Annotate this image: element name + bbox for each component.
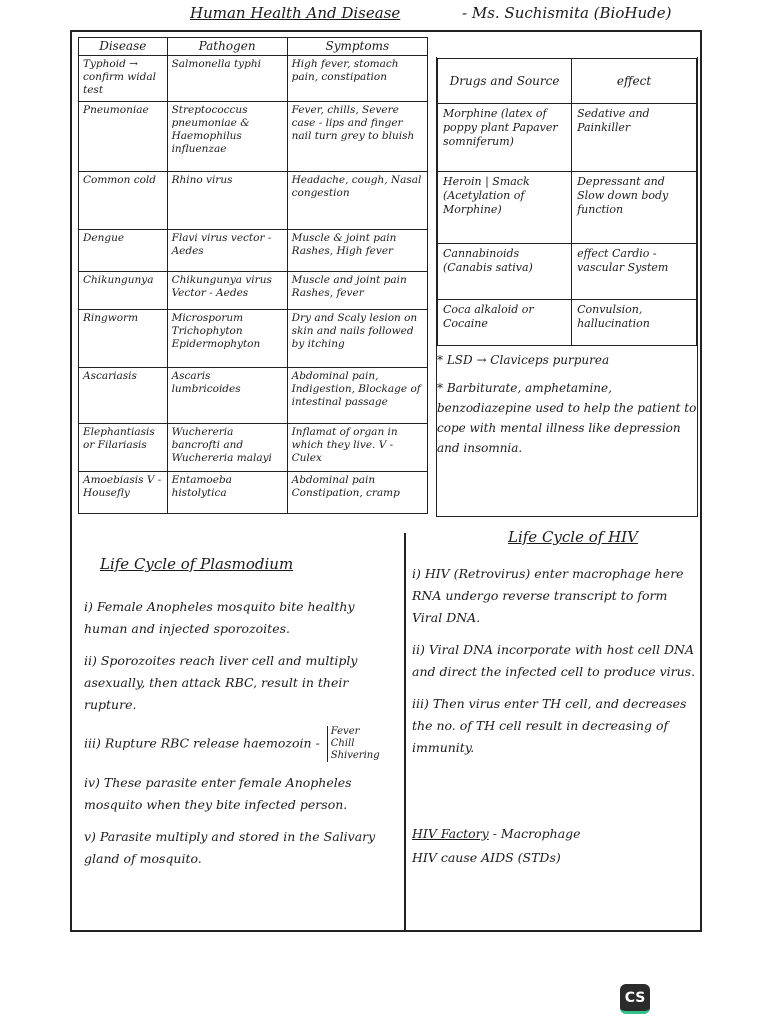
drug-cell: Morphine (latex of poppy plant Papaver somniferum) bbox=[438, 104, 572, 172]
symptoms-cell: Abdominal pain, Indigestion, Blockage of intestinal passage bbox=[287, 368, 427, 424]
disease-cell: Pneumoniae bbox=[79, 102, 168, 172]
effect-chill: Chill bbox=[330, 738, 355, 749]
disease-table bbox=[78, 37, 428, 514]
hiv-factory-label: HIV Factory bbox=[412, 826, 489, 841]
list-item: iv) These parasite enter female Anopheles mosquito when they bite infected person. bbox=[84, 775, 352, 812]
list-item: ii) Viral DNA incorporate with host cell DNA and direct the infected cell to produce virus. bbox=[412, 642, 696, 679]
pathogen-cell: Microsporum Trichophyton Epidermophyton bbox=[167, 310, 287, 368]
list-item: ii) Sporozoites reach liver cell and multiply asexually, then attack RBC, result in their rupture. bbox=[84, 653, 358, 712]
table-row bbox=[79, 56, 428, 102]
list-item: i) Female Anopheles mosquito bite healthy human and injected sporozoites. bbox=[84, 599, 355, 636]
drug-cell: Heroin | Smack (Acetylation of Morphine) bbox=[438, 172, 572, 244]
symptoms-cell: Abdominal pain Constipation, cramp bbox=[287, 472, 427, 514]
barbiturate-note: * Barbiturate, amphetamine, benzodiazepine used to help the patient to cope with mental illness like depression and insomnia. bbox=[437, 381, 697, 455]
drug-notes bbox=[437, 350, 699, 466]
effect-cell: Sedative and Painkiller bbox=[572, 104, 697, 172]
symptoms-cell: Inflamat of organ in which they live. V - Culex bbox=[287, 424, 427, 472]
hiv-steps bbox=[412, 563, 698, 769]
column-header-drugs: Drugs and Source bbox=[438, 59, 572, 104]
effect-cell: Depressant and Slow down body function bbox=[572, 172, 697, 244]
disease-cell: Elephantiasis or Filariasis bbox=[79, 424, 168, 472]
list-item: iii) Then virus enter TH cell, and decreases the no. of TH cell result in decreasing of immunity. bbox=[412, 696, 687, 755]
disease-cell: Chikungunya bbox=[79, 272, 168, 310]
table-row bbox=[79, 310, 428, 368]
table-row bbox=[79, 172, 428, 230]
drug-cell: Cannabinoids (Canabis sativa) bbox=[438, 244, 572, 300]
disease-cell: Ringworm bbox=[79, 310, 168, 368]
pathogen-cell: Streptococcus pneumoniae & Haemophilus influenzae bbox=[167, 102, 287, 172]
table-row bbox=[79, 272, 428, 310]
hiv-footnotes bbox=[412, 822, 698, 870]
disease-cell: Ascariasis bbox=[79, 368, 168, 424]
lsd-note: * LSD → Claviceps purpurea bbox=[437, 353, 610, 367]
list-item: v) Parasite multiply and stored in the Salivary gland of mosquito. bbox=[84, 829, 376, 866]
symptoms-cell: High fever, stomach pain, constipation bbox=[287, 56, 427, 102]
disease-cell: Amoebiasis V - Housefly bbox=[79, 472, 168, 514]
hiv-factory-line bbox=[412, 822, 698, 846]
drug-cell: Coca alkaloid or Cocaine bbox=[438, 300, 572, 346]
list-item bbox=[84, 726, 400, 762]
pathogen-cell: Ascaris lumbricoides bbox=[167, 368, 287, 424]
page-author: - Ms. Suchismita (BioHude) bbox=[462, 4, 672, 22]
pathogen-cell: Salmonella typhi bbox=[167, 56, 287, 102]
table-row bbox=[79, 368, 428, 424]
pathogen-cell: Entamoeba histolytica bbox=[167, 472, 287, 514]
table-row bbox=[79, 472, 428, 514]
haemozoin-step: iii) Rupture RBC release haemozoin - bbox=[84, 735, 320, 751]
drugs-table bbox=[437, 58, 697, 346]
table-header-row bbox=[438, 59, 697, 104]
table-row bbox=[79, 102, 428, 172]
table-row bbox=[438, 104, 697, 172]
effect-shivering: Shivering bbox=[330, 750, 380, 761]
hiv-factory-value: - Macrophage bbox=[492, 826, 581, 841]
column-header-effect: effect bbox=[572, 59, 697, 104]
column-header-disease: Disease bbox=[79, 38, 168, 56]
table-header-row bbox=[79, 38, 428, 56]
table-row bbox=[438, 300, 697, 346]
plasmodium-heading: Life Cycle of Plasmodium bbox=[100, 555, 294, 573]
pathogen-cell: Flavi virus vector - Aedes bbox=[167, 230, 287, 272]
hiv-heading: Life Cycle of HIV bbox=[508, 528, 638, 546]
pathogen-cell: Wuchereria bancrofti and Wuchereria malayi bbox=[167, 424, 287, 472]
symptoms-cell: Muscle and joint pain Rashes, fever bbox=[287, 272, 427, 310]
disease-cell: Dengue bbox=[79, 230, 168, 272]
effect-fever: Fever bbox=[330, 726, 360, 737]
camscanner-badge: CS bbox=[620, 984, 650, 1014]
symptoms-cell: Muscle & joint pain Rashes, High fever bbox=[287, 230, 427, 272]
haemozoin-effects bbox=[327, 726, 380, 762]
symptoms-cell: Dry and Scaly lesion on skin and nails followed by itching bbox=[287, 310, 427, 368]
table-row bbox=[79, 424, 428, 472]
effect-cell: Convulsion, hallucination bbox=[572, 300, 697, 346]
disease-cell: Common cold bbox=[79, 172, 168, 230]
table-row bbox=[438, 244, 697, 300]
pathogen-cell: Chikungunya virus Vector - Aedes bbox=[167, 272, 287, 310]
column-header-symptoms: Symptoms bbox=[287, 38, 427, 56]
list-item: i) HIV (Retrovirus) enter macrophage here RNA undergo reverse transcript to form Viral DNA. bbox=[412, 566, 684, 625]
table-row bbox=[438, 172, 697, 244]
symptoms-cell: Fever, chills, Severe case - lips and finger nail turn grey to bluish bbox=[287, 102, 427, 172]
column-header-pathogen: Pathogen bbox=[167, 38, 287, 56]
plasmodium-steps bbox=[84, 596, 400, 880]
pathogen-cell: Rhino virus bbox=[167, 172, 287, 230]
hiv-cause-line: HIV cause AIDS (STDs) bbox=[412, 850, 561, 865]
disease-cell: Typhoid → confirm widal test bbox=[79, 56, 168, 102]
table-row bbox=[79, 230, 428, 272]
page-title: Human Health And Disease bbox=[190, 4, 401, 22]
symptoms-cell: Headache, cough, Nasal congestion bbox=[287, 172, 427, 230]
effect-cell: effect Cardio - vascular System bbox=[572, 244, 697, 300]
column-divider bbox=[404, 533, 406, 931]
